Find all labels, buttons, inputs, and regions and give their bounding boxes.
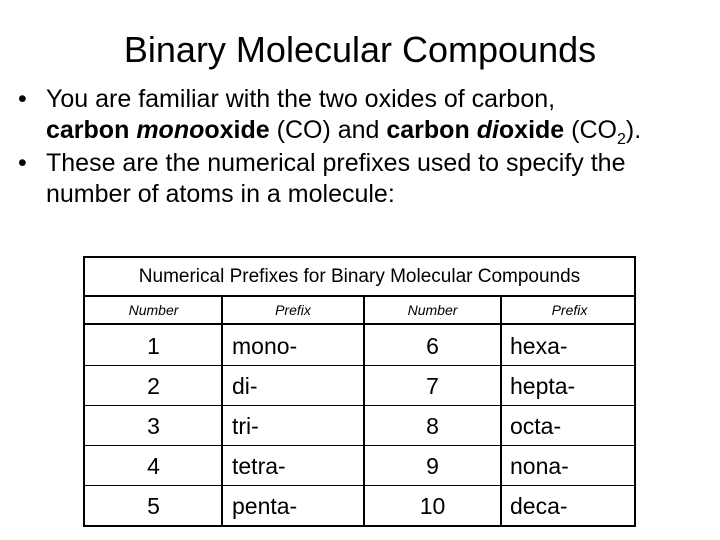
bullet-1-o: o [204, 116, 220, 144]
cell-prefix: hexa- [510, 333, 568, 359]
bullet-1-carbon-a: carbon [46, 116, 130, 144]
cell-prefix: tri- [232, 413, 259, 439]
bullet-2-text: These are the numerical prefixes used to specify the number of atoms in a molecule: [46, 149, 626, 208]
header-divider [85, 323, 634, 325]
cell-prefix: penta- [232, 493, 298, 519]
cell-prefix: octa- [510, 413, 562, 439]
cell-number: 7 [426, 373, 439, 399]
bullet-1-mono: mono [136, 116, 205, 144]
bullet-1-di: di [476, 116, 499, 144]
cell-number: 4 [147, 453, 160, 479]
cell-number: 10 [419, 493, 446, 519]
bullet-1-carbon-b: carbon [386, 116, 470, 144]
header-number-2: Number [407, 302, 458, 318]
bullet-1-co: (CO) and [269, 116, 387, 144]
bullet-marker: • [18, 85, 27, 113]
bullet-marker: • [18, 149, 27, 177]
cell-prefix: di- [232, 373, 258, 399]
prefix-table [83, 256, 636, 527]
cell-number: 5 [147, 493, 160, 519]
cell-number: 2 [147, 373, 160, 399]
cell-prefix: tetra- [232, 453, 286, 479]
cell-prefix: nona- [510, 453, 569, 479]
header-prefix-2: Prefix [551, 302, 588, 318]
caption-divider [85, 295, 634, 297]
cell-number: 6 [426, 333, 439, 359]
bullet-1-text: You are familiar with the two oxides of carbon, [46, 85, 556, 113]
bullet-list [18, 84, 713, 212]
header-number-1: Number [128, 302, 179, 318]
bullet-1-co2-open: (CO [564, 116, 617, 144]
cell-number: 9 [426, 453, 439, 479]
header-prefix-1: Prefix [275, 302, 311, 318]
slide-title: Binary Molecular Compounds [123, 29, 597, 70]
bullet-item-1 [18, 84, 713, 146]
bullet-item-2 [18, 148, 713, 210]
bullet-1-xide: xide [219, 116, 270, 144]
table-caption: Numerical Prefixes for Binary Molecular Compounds [138, 266, 581, 287]
cell-number: 3 [147, 413, 160, 439]
cell-prefix: mono- [232, 333, 298, 359]
bullet-1-co2-close: ). [625, 116, 642, 144]
cell-prefix: deca- [510, 493, 568, 519]
bullet-1-subscript: 2 [616, 131, 626, 148]
cell-number: 1 [147, 333, 160, 359]
bullet-1-oxide: oxide [498, 116, 565, 144]
cell-number: 8 [426, 413, 439, 439]
cell-prefix: hepta- [510, 373, 576, 399]
